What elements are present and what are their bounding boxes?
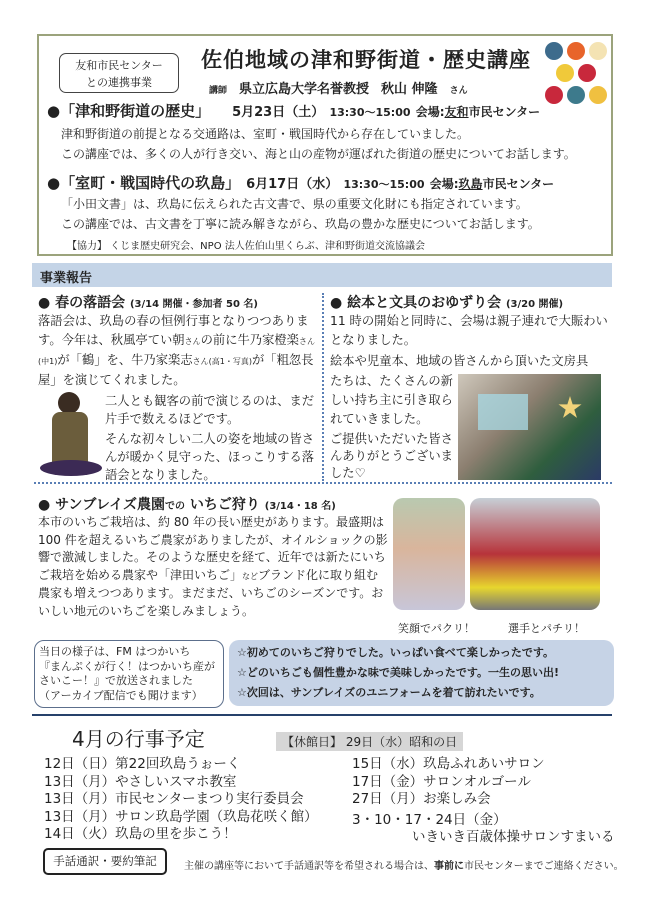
heading-meta: (3/20 開催) [505,299,564,310]
cooperation-note: 【協力】 くじま歴史研究会、NPO 法人佐伯山里くらぶ、津和野街道交流協議会 [67,241,425,252]
venue-rest: 市民センター [482,177,555,191]
session-title: ●「津和野街道の歴史」 [47,102,211,120]
desc-line: 「小田文書」は、玖島に伝えられた古文書で、県の重要文化財にも指定されています。 [61,197,528,211]
text: 落語会は、玖島の春の恒例行事となりつつあります。今年は、秋風亭てい朝 [38,314,309,347]
section-band: 事業報告 [32,263,612,287]
text: 二人とも観客の前で演じるのは、まだ片手で数えるほどです。 [105,394,315,426]
schedule-item: 3・10・17・24日（金） [352,811,507,828]
partner-line: 友和市民センター [75,59,163,72]
venue-emph: 友和 [444,105,469,119]
lecture-title: 佐伯地域の津和野街道・歴史講座 [201,48,531,72]
lecture-announcement [37,34,613,256]
schedule-left [44,756,318,844]
heading-text: ● 春の落語会 [38,295,126,311]
session-time: 13:30～15:00 [329,106,411,119]
text: での [165,501,185,512]
desc-line: この講座では、多くの人が行き交い、海と山の産物が運ばれた街道の歴史についてお話します。 [61,147,576,161]
lecturer-name: 秋山 伸隆 [381,82,438,97]
venue-label: 会場: [415,105,445,119]
schedule-item: 14日（火）玖島の里を歩こう！ [44,826,237,842]
schedule-item: いきいき百歳体操サロンすまいる [412,829,615,845]
schedule-item: 13日（月）市民センターまつり実行委員会 [44,791,304,807]
text: 『まんぷくが行く！はつかいち産がさいこー！』で放送されました [39,659,215,687]
star-icon [558,396,582,420]
desc-line: この講座では、古文書を丁寧に読み解きながら、玖島の豊かな歴史についてお話します。 [61,217,540,231]
ehon-paragraph-2: 絵本や児童本、地域の皆さんから頂いた文房具 [330,354,589,368]
photo-caption: 選手とパチリ！ [508,622,585,635]
rakugo-heading [38,292,258,312]
closed-day: 【休館日】 29日（水）昭和の日 [276,732,463,751]
text: が「粗忽長屋」を演じてくれました。 [38,353,314,387]
partner-badge [59,53,179,93]
text: 主催の講座等において手話通訳等を希望される場合は、 [184,861,434,872]
text: 当日の様子は、FM はつかいち [39,645,191,658]
text: 本市のいちご栽培は、約 80 年の長い歴史があります。最盛期は 100 件を超えるいちご農家がありましたが、オイルショックの影響で激減しました。そのような歴史を経て、近年では新たにいちご栽培を始める農家や「津田いちご」 [38,515,388,582]
session-1-desc [61,124,576,164]
fm-broadcast-note [34,640,224,708]
sign-language-badge: 手話通訳・要約筆記 [43,848,167,875]
plum-flowers-icon [545,42,611,108]
text: さん(中1) [38,337,315,366]
text: など [242,571,259,581]
girl-eating-strawberry-photo [393,498,465,610]
venue-emph: 玖島 [458,177,483,191]
text: さん(高1・写真) [192,357,252,366]
ichigo-paragraph [38,514,390,620]
ichigo-heading [38,494,336,514]
schedule-item: 15日（水）玖島ふれあいサロン [352,756,545,772]
ehon-paragraph-4: ご提供いただいた皆さんありがとうございました♡ [330,432,453,480]
ehon-heading [330,292,563,312]
participant-voices [229,640,614,706]
voice-item: ☆次回は、サンブレイズのユニフォームを着て訪れたいです。 [237,686,541,699]
partner-line: との連携事業 [86,76,152,89]
session-2-desc [61,194,540,234]
divider-rule [32,714,612,716]
ehon-paragraph-3: たちは、たくさんの新しい持ち主に引き取られていきました。 [330,374,453,426]
lecturer [209,78,480,97]
rakugo-paragraph-2 [105,392,320,484]
voice-item: ☆どのいちごも個性豊かな味で美味しかったです。一生の思い出! [237,666,559,679]
schedule-item: 17日（金）サロンオルゴール [352,773,531,790]
rakugo-performer-photo [40,392,102,480]
ehon-paragraph: 11 時の開始と同時に、会場は親子連れで大賑わいとなりました。 [330,314,608,347]
lecturer-affiliation: 県立広島大学名誉教授 [239,82,370,97]
session-date: 5月23日（土） [232,105,325,120]
heading-meta: (3/14 開催・参加者 50 名) [129,299,258,310]
text: ● サンブレイズ農園 [38,497,165,513]
text: 市民センターまでご連絡ください。 [464,861,624,872]
text: ブランド化に取り組む農家も増えつつあります。まだまだ、いちごのシーズンです。おいしい地元のいちごを楽しみましょう。 [38,567,384,618]
family-with-players-photo [470,498,600,610]
text: （アーカイブ配信でも聞けます） [39,688,203,702]
schedule-right [352,756,615,847]
sign-language-note [184,857,624,872]
rakugo-paragraph [38,312,322,390]
lecturer-suffix: さん [449,86,468,96]
voice-item: ☆初めてのいちご狩りでした。いっぱい食べて楽しかったです。 [237,646,554,659]
venue-rest: 市民センター [468,105,541,119]
text: さん [184,337,201,346]
schedule-item: 12日（日）第22回玖島うぉーく [44,756,241,772]
lecturer-role: 講師 [209,86,228,96]
venue-label: 会場: [429,177,459,191]
text: 事前に [434,861,464,872]
heading-text: ● 絵本と文具のおゆずり会 [330,295,502,311]
text: そんな初々しい二人の姿を地域の皆さんが暖かく見守った、ほっこりする落語会となりました。 [105,432,315,482]
schedule-item: 27日（月）お楽しみ会 [352,791,491,807]
desc-line: 津和野街道の前提となる交通路は、室町・戦国時代から存在していました。 [61,127,470,141]
session-2-heading [47,172,554,193]
session-1-heading [47,100,540,121]
text: (3/14・18 名) [264,501,336,512]
book-exchange-photo [458,374,601,480]
session-title: ●「室町・戦国時代の玖島」 [47,174,241,192]
session-time: 13:30～15:00 [343,178,425,191]
photo-caption: 笑顔でパクリ！ [398,622,475,635]
section-divider [34,482,612,484]
column-divider [322,293,324,481]
text: の前に牛乃家橙楽 [200,333,299,347]
text: いちご狩り [189,497,260,513]
schedule-title: 4月の行事予定 [72,727,205,751]
text: が「鶴」を、牛乃家楽志 [57,353,193,367]
schedule-item: 13日（月）やさしいスマホ教室 [44,773,237,790]
session-date: 6月17日（水） [246,177,339,192]
schedule-item: 13日（月）サロン玖島学園（玖島花咲く館） [44,808,318,825]
